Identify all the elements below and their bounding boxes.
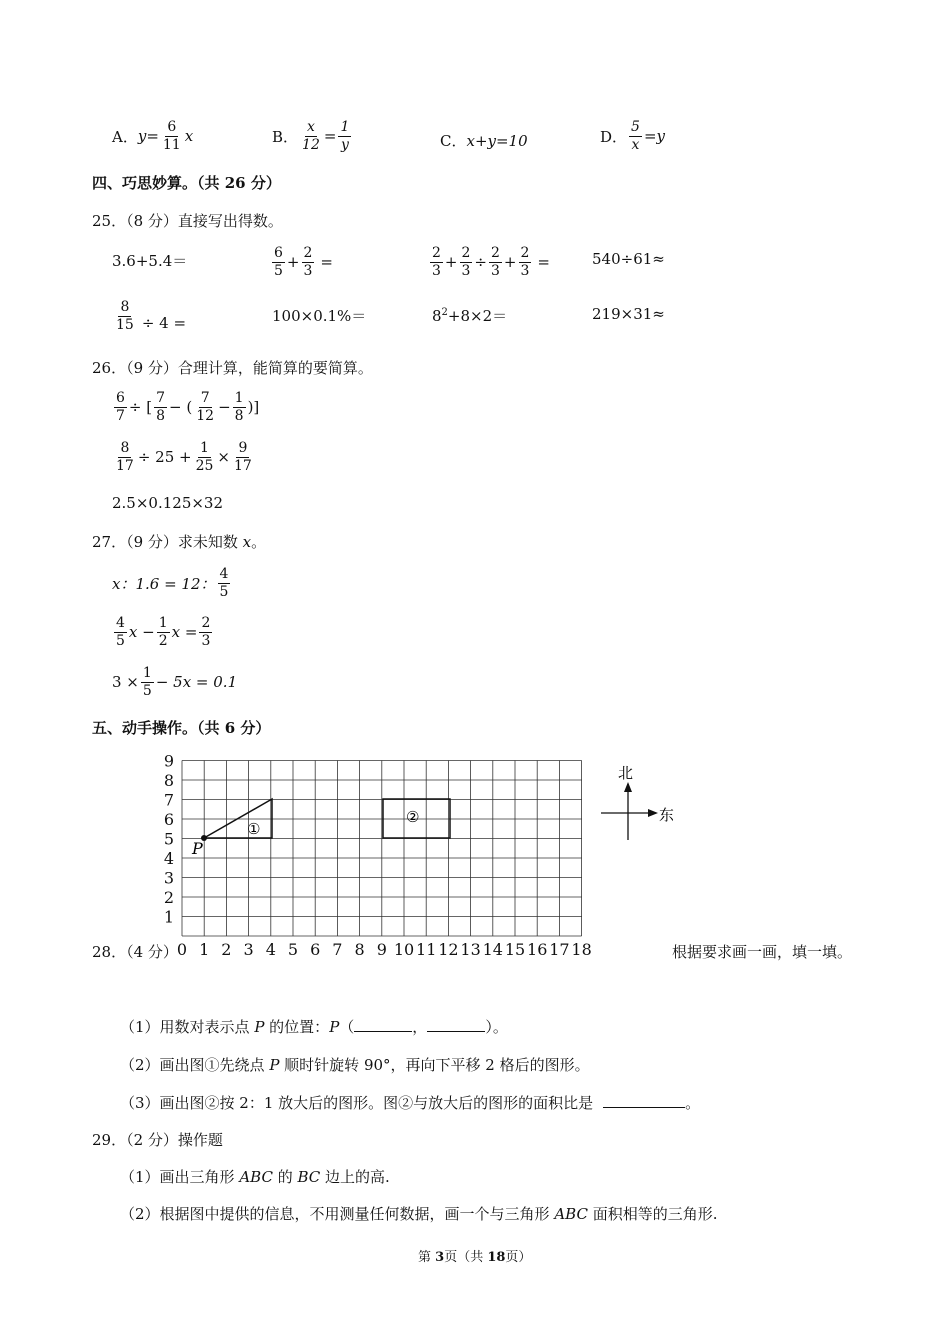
- y-axis-labels: [164, 752, 174, 927]
- x-tick-label: 7: [332, 940, 343, 959]
- x-axis-labels: [177, 940, 592, 959]
- x-tick-label: 15: [504, 940, 526, 959]
- q25-expr-5: $\frac{8}{15}$ ÷ 4 =: [116, 299, 187, 333]
- fraction: $\frac{5}{x}$: [631, 119, 640, 153]
- x-tick-label: 11: [416, 940, 437, 959]
- q25-expr-2: $\frac{6}{5}$ + $\frac{2}{3}$ =: [274, 245, 333, 279]
- x-tick-label: 18: [571, 940, 592, 959]
- y-tick-label: 6: [163, 810, 174, 829]
- compass: [596, 762, 686, 844]
- x-tick-label: 10: [393, 940, 415, 959]
- q25-expr-1: 3.6+5.4＝: [112, 252, 188, 270]
- fraction: $\frac{2}{3}$: [461, 245, 471, 279]
- fraction: $\frac{1}{y}$: [340, 119, 350, 153]
- fraction: $\frac{8}{15}$: [116, 299, 134, 333]
- fraction: $\frac{2}{3}$: [491, 245, 500, 279]
- shape-1-label: ①: [247, 820, 261, 838]
- q26-title: 26．（9 分）合理计算，能简算的要简算。: [92, 359, 373, 377]
- q26-calc-1: $\frac{6}{7}$ ÷ [ $\frac{7}{8}$ − ( $\frac{7}{12}$ − $\frac{1}{8}$ )]: [116, 390, 260, 424]
- q29-part-2: （2）根据图中提供的信息，不用测量任何数据，画一个与三角形 ABC 面积相等的三角形.: [120, 1205, 718, 1223]
- fraction: $\frac{x}{12}$: [302, 119, 320, 153]
- answer-blank-ratio[interactable]: [603, 1093, 685, 1108]
- section-5-heading: 五、动手操作。（共 6 分）: [92, 719, 271, 737]
- fraction: $\frac{4}{5}$: [219, 566, 229, 600]
- q28-prefix: 28．（4 分）: [92, 943, 178, 961]
- q27-eq-3: 3 × $\frac{1}{5}$ − 5x = 0.1: [112, 665, 238, 699]
- x-tick-label: 6: [310, 940, 321, 959]
- section-4-heading: 四、巧思妙算。（共 26 分）: [92, 174, 281, 192]
- x-tick-label: 17: [549, 940, 570, 959]
- x-tick-label: 16: [527, 940, 548, 959]
- x-tick-label: 3: [243, 940, 254, 959]
- q28-part-3: （3）画出图②按 2：1 放大后的图形。图②与放大后的图形的面积比是 。: [120, 1094, 701, 1112]
- q28-instruction: 根据要求画一画，填一填。: [672, 943, 853, 961]
- shape-1-triangle: [204, 799, 272, 838]
- answer-blank-y[interactable]: [427, 1017, 485, 1032]
- x-tick-label: 0: [176, 940, 188, 959]
- x-tick-label: 9: [376, 940, 387, 959]
- q27-eq-1: x：1.6 = 12： $\frac{4}{5}$: [112, 566, 229, 600]
- q25-expr-4: 540÷61≈: [592, 250, 665, 268]
- option-d: D． $\frac{5}{x}$ =y: [600, 119, 665, 153]
- y-tick-label: 1: [163, 907, 174, 927]
- y-tick-label: 5: [163, 829, 174, 849]
- fraction: $\frac{7}{8}$: [156, 390, 166, 424]
- q25-expr-7: $8^2+8\times 2=$: [432, 307, 508, 325]
- fraction: $\frac{2}{3}$: [201, 615, 211, 649]
- option-b: B． $\frac{x}{12}$ = $\frac{1}{y}$: [272, 119, 350, 153]
- x-tick-label: 2: [221, 940, 232, 959]
- q29-title: 29．（2 分）操作题: [92, 1131, 223, 1149]
- x-tick-label: 12: [438, 940, 459, 959]
- fraction: $\frac{7}{12}$: [196, 390, 215, 424]
- q25-expr-6: 100×0.1%＝: [272, 307, 367, 325]
- q29-part-1: （1）画出三角形 ABC 的 BC 边上的高.: [120, 1168, 390, 1186]
- q28-part-2: （2）画出图①先绕点 P 顺时针旋转 90°，再向下平移 2 格后的图形。: [120, 1056, 590, 1074]
- x-tick-label: 4: [265, 940, 276, 959]
- compass-east-label: 东: [659, 806, 675, 824]
- fraction: $\frac{2}{3}$: [432, 245, 441, 279]
- q25-expr-3: $\frac{2}{3}$ + $\frac{2}{3}$ ÷ $\frac{2}{3}$ + $\frac{2}{3}$ =: [432, 245, 550, 279]
- east-arrow-icon: [648, 809, 658, 817]
- fraction: $\frac{1}{25}$: [195, 440, 214, 474]
- q27-title: 27．（9 分）求未知数 x。: [92, 533, 267, 551]
- page-footer: 第 3页（共 18页）: [418, 1250, 532, 1265]
- x-tick-label: 14: [482, 940, 503, 959]
- y-tick-label: 8: [163, 771, 174, 790]
- q26-calc-2: $\frac{8}{17}$ ÷ 25 + $\frac{1}{25}$ × $\frac{9}{17}$: [116, 440, 252, 474]
- x-tick-label: 8: [354, 940, 365, 959]
- answer-blank-x[interactable]: [354, 1017, 412, 1032]
- y-tick-label: 9: [163, 751, 174, 771]
- fraction: $\frac{6}{7}$: [116, 390, 125, 424]
- option-c: C．x+y=10: [440, 132, 528, 150]
- y-tick-label: 3: [163, 868, 174, 888]
- q25-title: 25．（8 分）直接写出得数。: [92, 212, 283, 230]
- q25-expr-8: 219×31≈: [592, 305, 665, 323]
- fraction: $\frac{9}{17}$: [234, 440, 252, 474]
- point-p-label: P: [192, 839, 203, 858]
- north-arrow-icon: [624, 782, 632, 792]
- x-tick-label: 1: [199, 940, 210, 959]
- option-a: A． y= $\frac{6}{11}$ x: [112, 119, 194, 153]
- fraction: $\frac{1}{2}$: [158, 615, 168, 649]
- shape-2-label: ②: [406, 808, 420, 826]
- fraction: $\frac{1}{8}$: [234, 390, 244, 424]
- fraction: $\frac{2}{3}$: [520, 245, 530, 279]
- q26-calc-3: 2.5×0.125×32: [112, 494, 224, 512]
- fraction: $\frac{6}{5}$: [274, 245, 283, 279]
- fraction: $\frac{6}{11}$: [162, 119, 181, 153]
- compass-north-label: 北: [618, 764, 634, 782]
- fraction: $\frac{2}{3}$: [303, 245, 313, 279]
- fraction: $\frac{1}{5}$: [142, 665, 152, 699]
- grid-lines: [182, 761, 582, 937]
- fraction: $\frac{4}{5}$: [116, 615, 125, 649]
- y-tick-label: 7: [163, 790, 174, 810]
- y-tick-label: 4: [163, 849, 174, 868]
- x-tick-label: 5: [287, 940, 299, 959]
- fraction: $\frac{8}{17}$: [116, 440, 134, 474]
- q28-part-1: （1）用数对表示点 P 的位置：P（ ， ）。: [120, 1018, 508, 1036]
- y-tick-label: 2: [163, 888, 174, 907]
- q27-eq-2: $\frac{4}{5}$ x − $\frac{1}{2}$ x = $\frac{2}{3}$: [116, 615, 211, 649]
- x-tick-label: 13: [460, 940, 481, 959]
- coordinate-grid: [160, 748, 600, 963]
